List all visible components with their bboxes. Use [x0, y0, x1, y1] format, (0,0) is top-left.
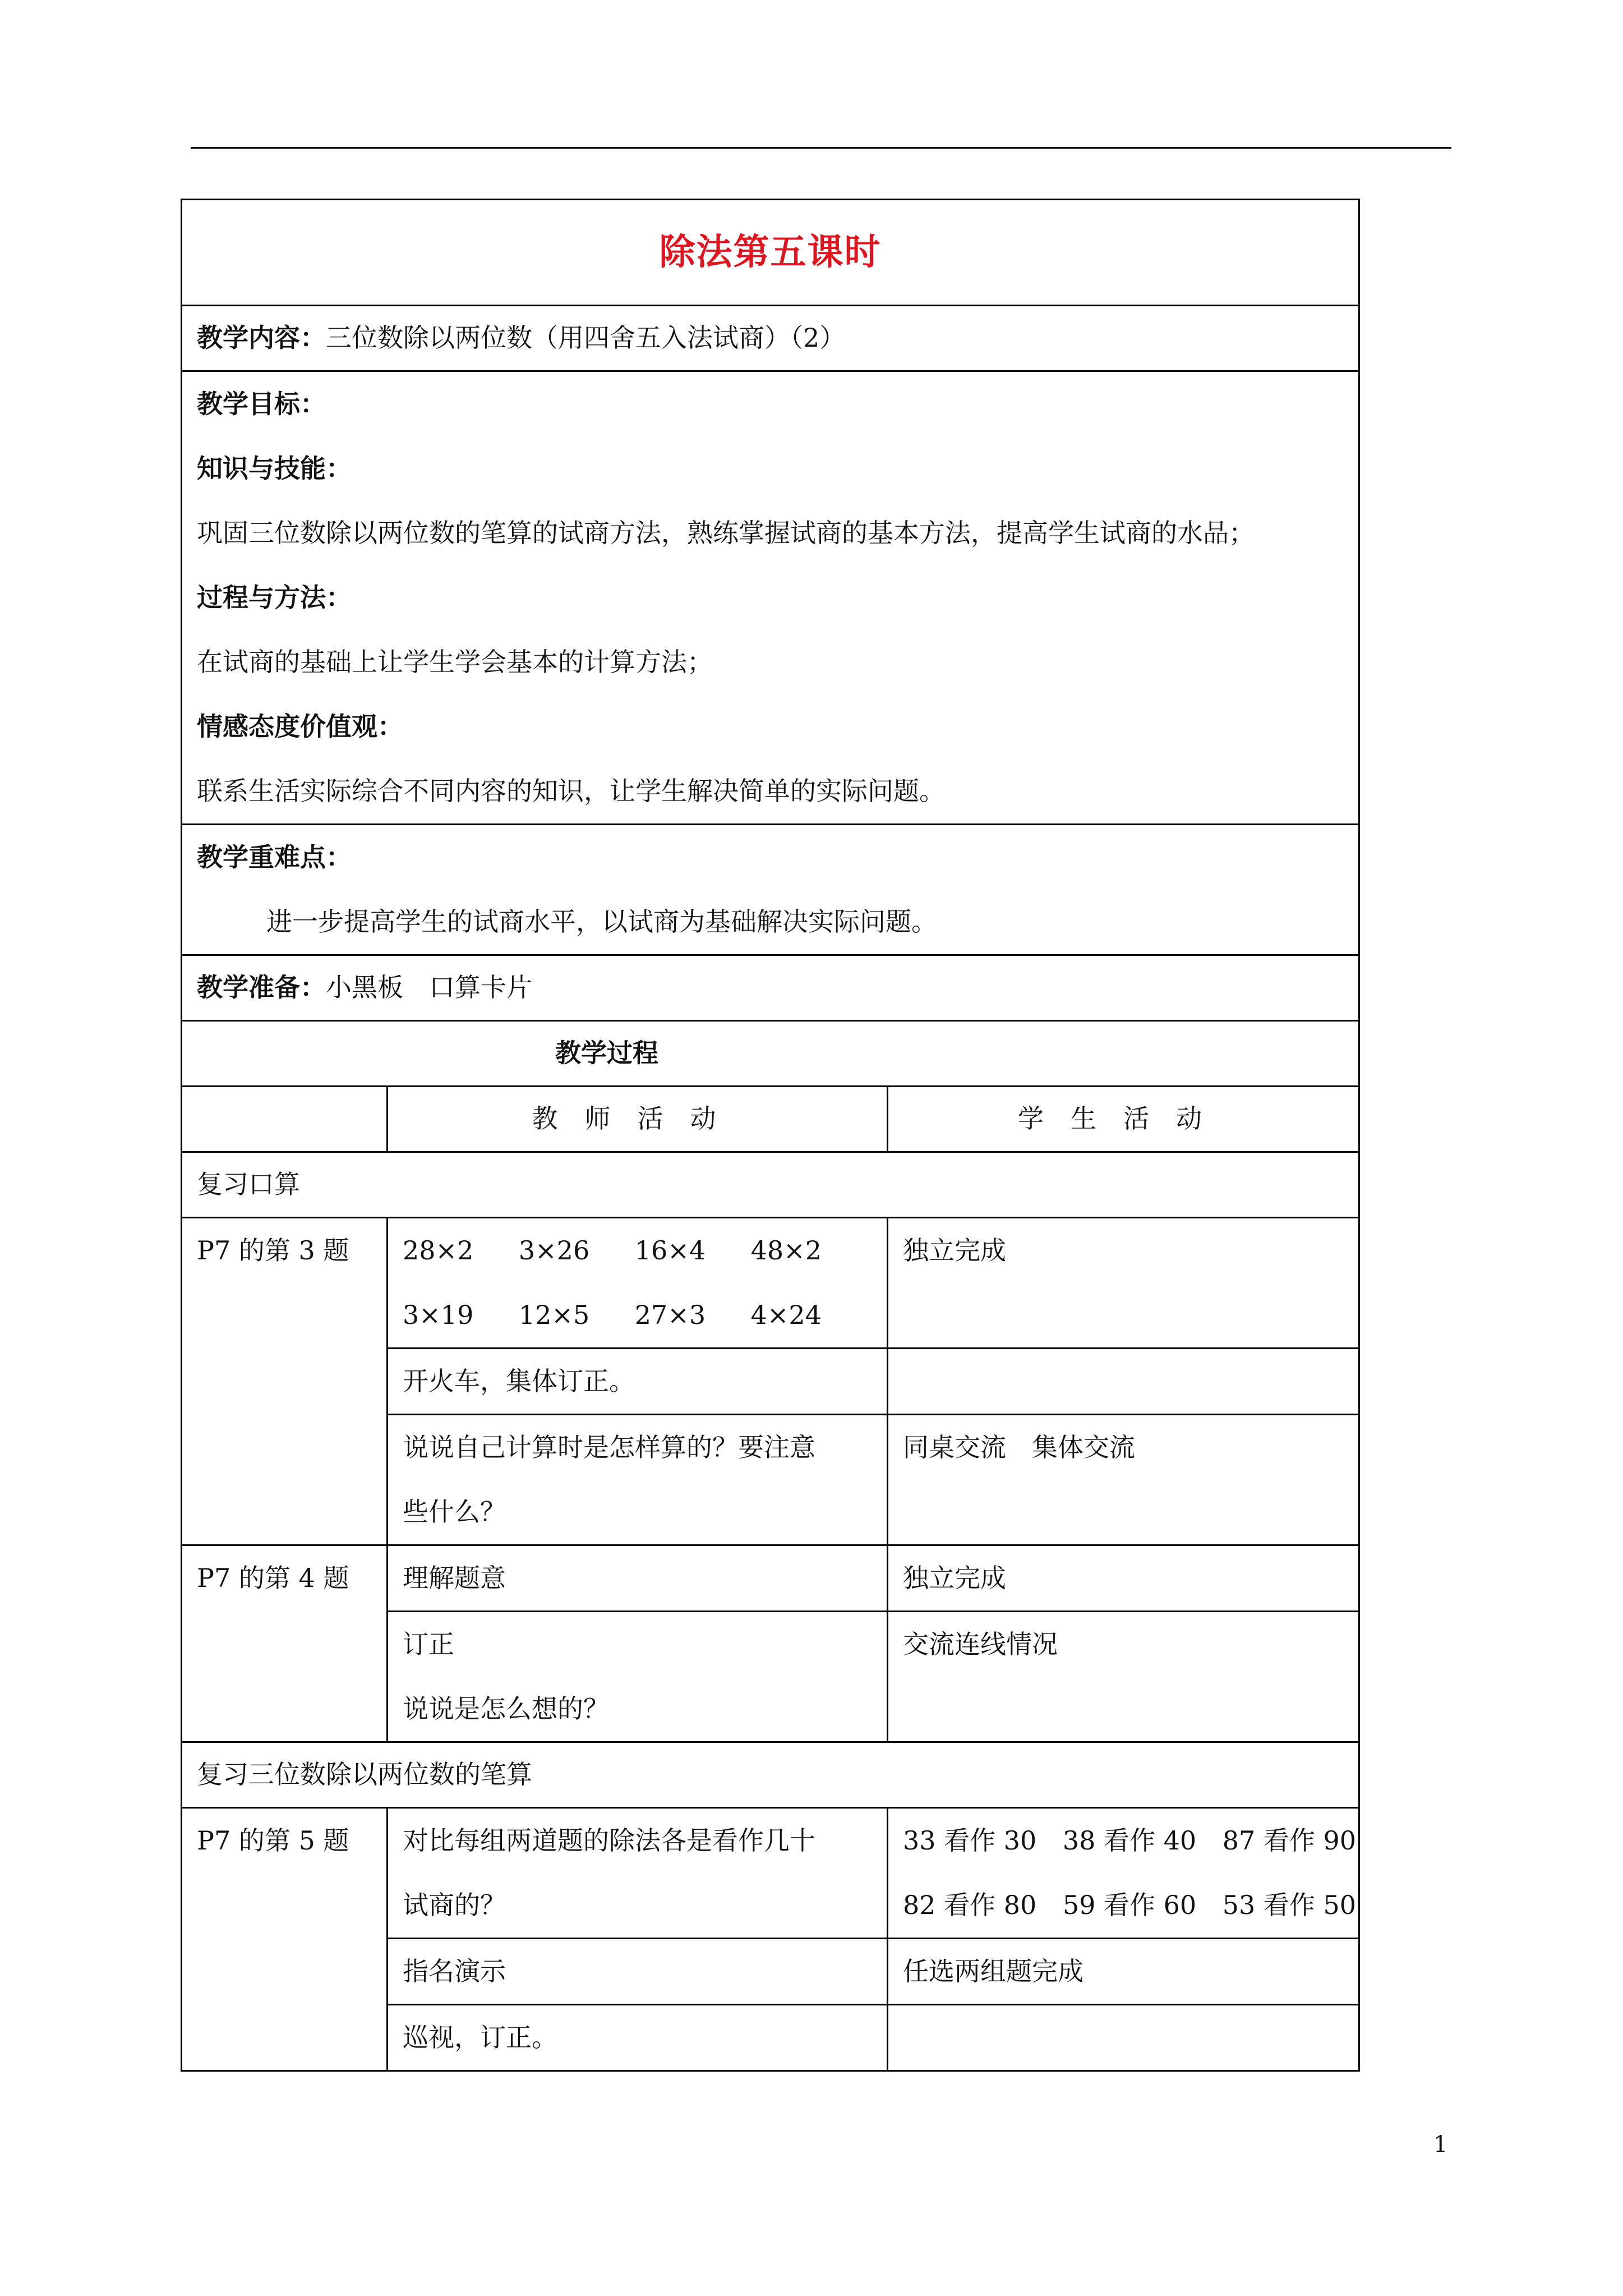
objectives-label: 教学目标： [197, 388, 326, 419]
lesson-plan-table [181, 199, 1360, 2072]
q5-estimate: 33 看作 30 [903, 1825, 1037, 1856]
q5-teacher-1b: 试商的？ [403, 1889, 506, 1920]
q3-op: 28×2 [403, 1235, 474, 1266]
objectives-row [182, 371, 1359, 825]
process-heading: 教学过程 [182, 1021, 1359, 1087]
q3-student-2 [903, 1349, 1344, 1414]
q5-student-2: 任选两组题完成 [903, 1955, 1083, 1986]
q3-teacher-3b: 些什么？ [403, 1496, 506, 1527]
q4-teacher-2a: 订正 [403, 1628, 454, 1659]
section-review-oral: 复习口算 [182, 1152, 1359, 1218]
q5-estimate: 38 看作 40 [1062, 1825, 1197, 1856]
q3-row-1 [182, 1218, 1359, 1349]
content-row [182, 306, 1359, 371]
q5-teacher-3: 巡视，订正。 [403, 2022, 557, 2053]
process-text: 在试商的基础上让学生学会基本的计算方法； [197, 646, 713, 677]
q4-teacher-2b: 说说是怎么想的？ [403, 1693, 609, 1724]
emotion-text: 联系生活实际综合不同内容的知识，让学生解决简单的实际问题。 [197, 775, 945, 806]
page-number: 1 [1433, 2132, 1448, 2157]
q3-op: 3×19 [403, 1299, 474, 1330]
knowledge-label: 知识与技能： [197, 453, 352, 484]
q4-label: P7 的第 4 题 [197, 1562, 349, 1593]
section-review-written-row [182, 1742, 1359, 1808]
difficulty-text: 进一步提高学生的试商水平，以试商为基础解决实际问题。 [266, 906, 937, 937]
content-label: 教学内容： [197, 323, 326, 353]
q5-estimate: 82 看作 80 [903, 1889, 1037, 1920]
q5-estimate: 87 看作 90 [1222, 1825, 1356, 1856]
content-text: 三位数除以两位数（用四舍五入法试商）（2） [326, 323, 846, 353]
difficulty-label: 教学重难点： [197, 841, 352, 872]
q4-student-2: 交流连线情况 [903, 1628, 1058, 1659]
q3-op: 3×26 [518, 1235, 590, 1266]
q3-student-1: 独立完成 [903, 1235, 1006, 1266]
q3-teacher-3a: 说说自己计算时是怎样算的？要注意 [403, 1432, 815, 1462]
q3-op: 48×2 [750, 1235, 822, 1266]
teacher-activity-header: 教师活动 [388, 1087, 888, 1152]
preparation-text: 小黑板 口算卡片 [326, 972, 532, 1003]
student-activity-header: 学生活动 [888, 1087, 1359, 1152]
column-header-row [182, 1087, 1359, 1152]
q5-student-3 [903, 2005, 1344, 2070]
q5-student-line-2 [903, 1873, 1356, 1938]
emotion-label: 情感态度价值观： [197, 711, 403, 742]
difficulty-row [182, 825, 1359, 955]
q3-op: 4×24 [750, 1299, 822, 1330]
preparation-row [182, 955, 1359, 1021]
q3-op: 12×5 [518, 1299, 590, 1330]
section-review-oral-row [182, 1152, 1359, 1218]
section-review-written: 复习三位数除以两位数的笔算 [182, 1742, 1359, 1808]
q3-op: 27×3 [634, 1299, 706, 1330]
q3-op: 16×4 [634, 1235, 706, 1266]
q3-teacher-2: 开火车，集体订正。 [403, 1365, 635, 1396]
q4-row-1 [182, 1545, 1359, 1612]
q3-ops-line-1 [403, 1218, 872, 1283]
process-heading-row [182, 1021, 1359, 1087]
q3-student-3: 同桌交流 集体交流 [903, 1432, 1135, 1462]
header-rule [191, 147, 1451, 149]
preparation-label: 教学准备： [197, 972, 326, 1003]
q4-student-1: 独立完成 [903, 1562, 1006, 1593]
q3-ops-line-2 [403, 1283, 872, 1347]
process-label: 过程与方法： [197, 582, 352, 613]
q5-label: P7 的第 5 题 [197, 1825, 349, 1856]
q4-teacher-1: 理解题意 [403, 1562, 506, 1593]
knowledge-text: 巩固三位数除以两位数的笔算的试商方法，熟练掌握试商的基本方法，提高学生试商的水品； [197, 517, 1255, 548]
q3-label: P7 的第 3 题 [197, 1235, 349, 1266]
q5-row-1 [182, 1808, 1359, 1939]
q5-estimate: 59 看作 60 [1062, 1889, 1197, 1920]
q5-student-line-1 [903, 1809, 1356, 1873]
page-title: 除法第五课时 [659, 231, 882, 273]
q5-teacher-2: 指名演示 [403, 1955, 506, 1986]
title-row [182, 200, 1359, 306]
q5-teacher-1a: 对比每组两道题的除法各是看作几十 [403, 1825, 815, 1856]
q5-estimate: 53 看作 50 [1222, 1889, 1356, 1920]
